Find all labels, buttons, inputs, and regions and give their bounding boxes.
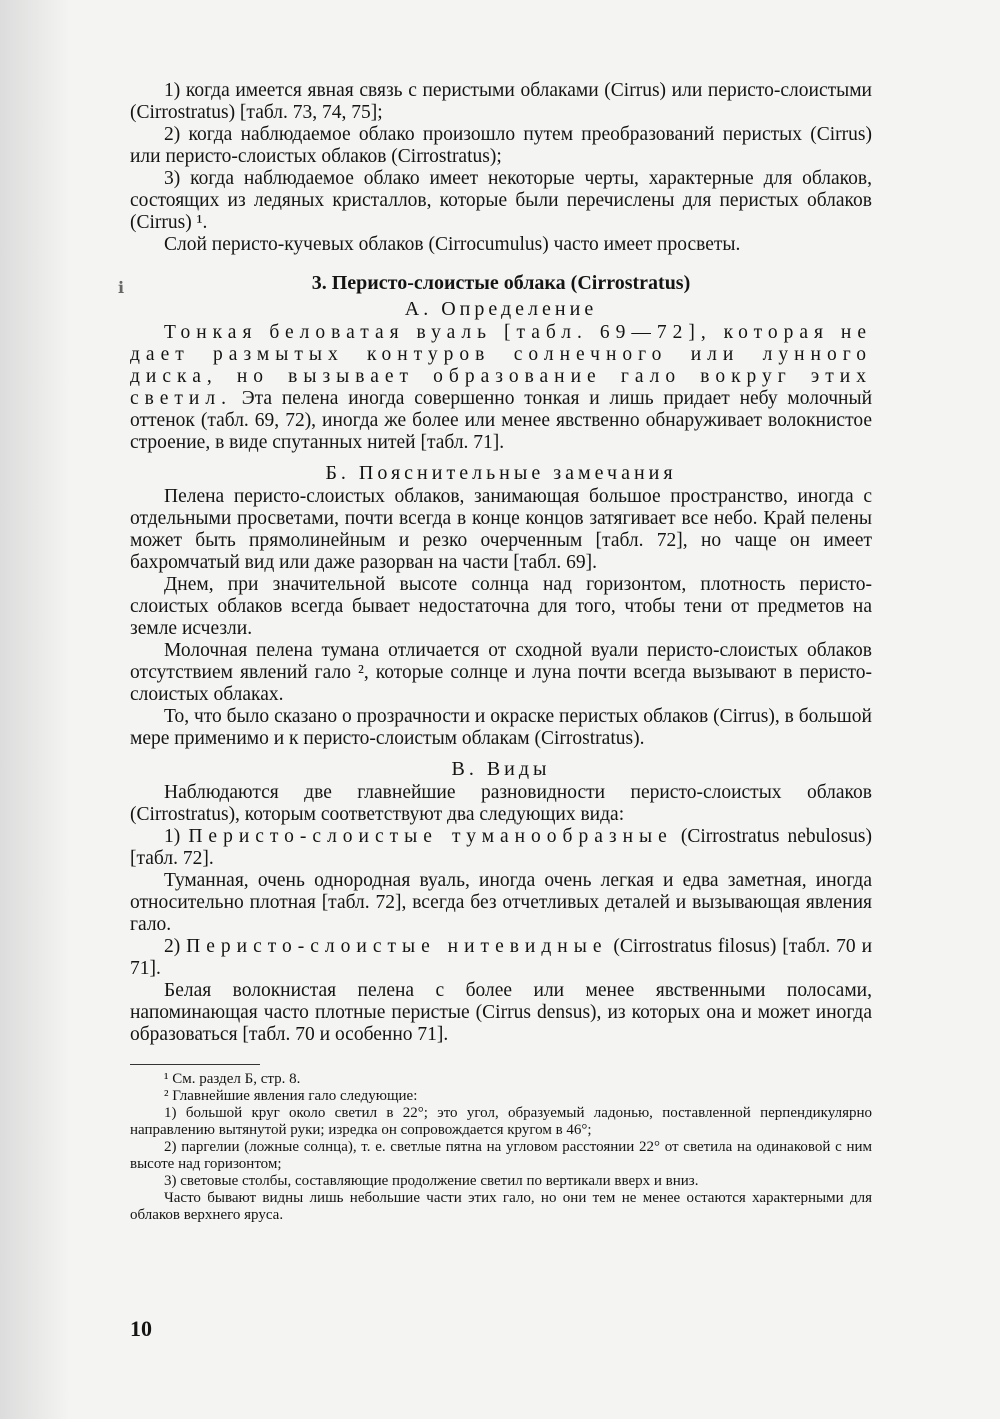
subsection-species-heading: В. Виды	[451, 758, 551, 780]
subsection-definition-heading: А. Определение	[404, 298, 598, 320]
section-title: 3. Перисто-слоистые облака (Cirrostratus)	[311, 272, 691, 294]
species-2-number: 2)	[164, 936, 181, 957]
list-item-2: 2) когда наблюдаемое облако произошло путем преобразований перистых (Cirrus) или перисто-слоистых облаков (Cirrostratus);	[130, 124, 872, 167]
species-2-latin: (Cirrostratus filosus) [табл. 70 и 71].	[130, 936, 873, 979]
page-gutter-shadow	[0, 0, 70, 1419]
cirrocumulus-note: Слой перисто-кучевых облаков (Cirrocumulus) часто имеет просветы.	[164, 234, 741, 255]
remarks-paragraph: Днем, при значительной высоте солнца над горизонтом, плотность перисто-слоистых облаков всегда бывает недостаточна для того, чтобы тени от предметов на земле исчезли.	[130, 574, 872, 639]
footnote-2-item-1: 1) большой круг около светил в 22°; это угол, образуемый ладонью, поставленной перпендикулярно направлению вытянутой руки; изредка он сопровождается кругом в 46°;	[130, 1105, 872, 1138]
species-1-heading	[130, 826, 872, 870]
species-1-latin: (Cirrostratus nebulosus) [табл. 72].	[130, 826, 872, 869]
remarks-paragraph: Пелена перисто-слоистых облаков, занимающая большое пространство, иногда с отдельными просветами, почти всегда в конце концов затягивает все небо. Край пелены может быть прямолинейным и резко очерченным [табл. 72], но чаще он имеет бахромчатый вид или даже разорван на части [табл. 69].	[130, 486, 872, 573]
page-number: 10	[130, 1316, 152, 1341]
species-2-heading	[130, 936, 872, 980]
species-1-number: 1)	[164, 826, 181, 847]
footnote-1: ¹ См. раздел Б, стр. 8.	[164, 1071, 301, 1087]
main-text	[130, 80, 872, 1224]
footnote-2-note: Часто бывают видны лишь небольшие части этих гало, но они тем не менее остаются характерными для облаков верхнего яруса.	[130, 1190, 872, 1223]
footnote-2: ² Главнейшие явления гало следующие:	[164, 1088, 418, 1104]
definition-paragraph	[130, 322, 872, 454]
margin-mark: ℹ	[118, 280, 125, 297]
footnote-2-item-2: 2) паргелии (ложные солнца), т. е. светлые пятна на угловом расстоянии 22° от светила на одинаковой с ним высоте над горизонтом;	[130, 1139, 872, 1172]
species-1-description: Туманная, очень однородная вуаль, иногда очень легкая и едва заметная, иногда относительно плотная [табл. 72], всегда без отчетливых деталей и вызывающая явления гало.	[130, 870, 872, 935]
list-item-3: 3) когда наблюдаемое облако имеет некоторые черты, характерные для облаков, состоящих из ледяных кристаллов, которые были перечислены для перистых облаков (Cirrus) ¹.	[130, 168, 872, 233]
definition-spaced-text: Тонкая беловатая вуаль [табл. 69—72], которая не дает размытых контуров солнечного или лунного диска, но вызывает образование гало вокруг этих светил.	[130, 322, 872, 409]
subsection-remarks-heading: Б. Пояснительные замечания	[325, 462, 677, 484]
list-item-1: 1) когда имеется явная связь с перистыми облаками (Cirrus) или перисто-слоистыми (Cirrostratus) [табл. 73, 74, 75];	[130, 80, 872, 123]
species-1-name: Перисто-слоистые туманообразные	[188, 826, 673, 847]
species-2-name: Перисто-слоистые нитевидные	[186, 936, 608, 957]
species-2-description: Белая волокнистая пелена с более или менее явственными полосами, напоминающая часто плотные перистые (Cirrus densus), из которых она и может иногда образоваться [табл. 70 и особенно 71].	[130, 980, 872, 1045]
remarks-paragraph: То, что было сказано о прозрачности и окраске перистых облаков (Cirrus), в большой мере применимо и к перисто-слоистым облакам (Cirrostratus).	[130, 706, 872, 749]
definition-rest-text: Эта пелена иногда совершенно тонкая и лишь придает небу молочный оттенок (табл. 69, 72), иногда же более или менее явственно обнаруживает волокнистое строение, в виде спутанных нитей [табл. 71].	[130, 388, 873, 453]
footnote-2-item-3: 3) световые столбы, составляющие продолжение светил по вертикали вверх и вниз.	[164, 1173, 699, 1189]
footnote-rule	[130, 1064, 260, 1065]
remarks-paragraph: Молочная пелена тумана отличается от сходной вуали перисто-слоистых облаков отсутствием явлений гало ², которые солнце и луна почти всегда вызывают в перисто-слоистых облаках.	[130, 640, 872, 705]
species-intro: Наблюдаются две главнейшие разновидности перисто-слоистых облаков (Cirrostratus), которым соответствуют два следующих вида:	[130, 782, 872, 825]
